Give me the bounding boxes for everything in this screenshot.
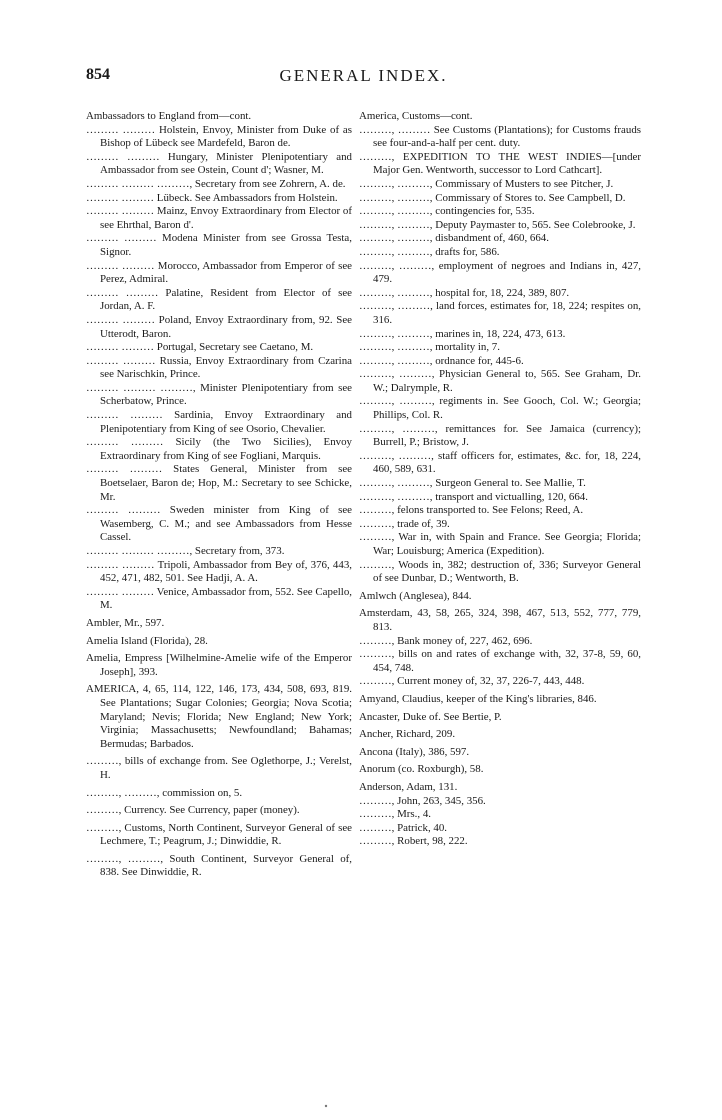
continuation-heading: America, Customs—cont. xyxy=(359,110,473,122)
index-entry: ………, ………, ordnance for, 445-6. xyxy=(359,354,524,367)
index-entry: ……… ……… Palatine, Resident from Elector of see Jordan, A. F. xyxy=(86,286,352,313)
index-entry: Anderson, Adam, 131. xyxy=(359,780,458,793)
index-entry: ………, Current money of, 32, 37, 226-7, 443, 448. xyxy=(359,675,585,688)
index-entry: ………, Currency. See Currency, paper (money). xyxy=(86,804,300,817)
index-entry: ………, ………, Commissary of Musters to see Pitcher, J. xyxy=(359,177,614,190)
index-entry: ………, ………, remittances for. See Jamaica (currency); Burrell, P.; Bristow, J. xyxy=(359,422,641,449)
index-entry: Ambler, Mr., 597. xyxy=(86,616,165,629)
index-entry: ……… ……… Morocco, Ambassador from Emperor of see Perez, Admiral. xyxy=(86,259,352,286)
page-number: 854 xyxy=(86,66,110,83)
index-entry: ………, Customs, North Continent, Surveyor General of see Lechmere, T.; Peagrum, J.; Dinwiddie, R. xyxy=(86,821,352,848)
index-column-left xyxy=(86,110,352,880)
page-bottom-mark xyxy=(320,1102,332,1108)
index-entry: ……… ……… Poland, Envoy Extraordinary from, 92. See Utterodt, Baron. xyxy=(86,313,352,340)
index-entry: Anorum (co. Roxburgh), 58. xyxy=(359,763,484,776)
index-entry: Amelia Island (Florida), 28. xyxy=(86,634,208,647)
index-entry: ………, Patrick, 40. xyxy=(359,821,448,834)
index-entry: ………, bills on and rates of exchange with, 32, 37-8, 59, 60, 454, 748. xyxy=(359,648,641,674)
index-entry: ……… ……… Sweden minister from King of see Wasemberg, C. M.; and see Ambassadors from Hesse Cassel. xyxy=(86,504,352,544)
index-entry: ………, trade of, 39. xyxy=(359,517,450,530)
index-entry: ………, ……… See Customs (Plantations); for Customs frauds see four-and-a-half per cent. duty. xyxy=(359,123,641,150)
index-entry: ………, ………, employment of negroes and Indians in, 427, 479. xyxy=(359,259,641,286)
index-entry: ………, ………, disbandment of, 460, 664. xyxy=(359,232,549,245)
index-entry: Amelia, Empress [Wilhelmine-Amelie wife of the Emperor Joseph], 393. xyxy=(86,652,352,678)
index-entry: ………, ………, mortality in, 7. xyxy=(359,341,500,354)
index-entry: ……… ……… Portugal, Secretary see Caetano, M. xyxy=(86,341,314,354)
index-entry: ………, ………, South Continent, Surveyor General of, 838. See Dinwiddie, R. xyxy=(86,852,352,879)
index-entry: ……… ……… States General, Minister from see Boetselaer, Baron de; Hop, M.: Secretary to see Schicke, Mr. xyxy=(86,463,352,503)
index-entry: Amsterdam, 43, 58, 265, 324, 398, 467, 513, 552, 777, 779, 813. xyxy=(359,607,641,633)
index-entry: ………, ………, Deputy Paymaster to, 565. See Colebrooke, J. xyxy=(359,218,636,231)
index-entry: ……… ……… Venice, Ambassador from, 552. See Capello, M. xyxy=(86,585,352,612)
index-entry: ………, ………, land forces, estimates for, 18, 224; respites on, 316. xyxy=(359,300,641,326)
index-entry: ………, ………, drafts for, 586. xyxy=(359,245,500,258)
index-entry: ……… ……… ………, Secretary from, 373. xyxy=(86,545,285,557)
index-entry: ………, ………, Commissary of Stores to. See Campbell, D. xyxy=(359,191,626,204)
index-entry: ………, Mrs., 4. xyxy=(359,808,432,821)
index-entry: ………, ………, contingencies for, 535. xyxy=(359,205,535,218)
index-entry: ………, John, 263, 345, 356. xyxy=(359,794,486,807)
index-entry: ………, bills of exchange from. See Oglethorpe, J.; Verelst, H. xyxy=(86,755,352,781)
index-entry: ………, Robert, 98, 222. xyxy=(359,835,468,848)
index-entry: ………, EXPEDITION TO THE WEST INDIES—[under Major Gen. Wentworth, successor to Lord Cathcart]. xyxy=(359,150,641,177)
index-entry: Amlwch (Anglesea), 844. xyxy=(359,589,472,602)
index-entry: ……… ……… ………, Secretary from see Zohrern, A. de. xyxy=(86,177,346,190)
index-entry: ………, ………, hospital for, 18, 224, 389, 807. xyxy=(359,286,570,299)
continuation-heading: Ambassadors to England from—cont. xyxy=(86,110,252,122)
index-entry: ………, ………, transport and victualling, 120, 664. xyxy=(359,490,588,503)
index-entry: ……… ……… Tripoli, Ambassador from Bey of, 376, 443, 452, 471, 482, 501. See Hadji, A. A. xyxy=(86,558,352,585)
index-entry: ………, War in, with Spain and France. See Georgia; Florida; War; Louisburg; America (Expedition). xyxy=(359,531,641,557)
index-entry: Ancona (Italy), 386, 597. xyxy=(359,745,470,758)
index-entry: ……… ……… Lübeck. See Ambassadors from Holstein. xyxy=(86,191,338,204)
index-entry: ……… ……… Mainz, Envoy Extraordinary from Elector of see Ehrthal, Baron d'. xyxy=(86,205,352,231)
index-entry: ……… ……… Russia, Envoy Extraordinary from Czarina see Narischkin, Prince. xyxy=(86,354,352,381)
index-entry: ………, ………, marines in, 18, 224, 473, 613. xyxy=(359,327,566,340)
index-entry: ……… ……… ………, Minister Plenipotentiary from see Scherbatow, Prince. xyxy=(86,381,352,408)
index-entry: ……… ……… Hungary, Minister Plenipotentiary and Ambassador from see Ostein, Count d'; Wasner, M. xyxy=(86,150,352,177)
index-entry: AMERICA, 4, 65, 114, 122, 146, 173, 434, 508, 693, 819. See Plantations; Sugar Colonies; Georgia; Nova Scotia; Maryland; Nevis; Florida; New England; New York; Virginia; Massachusetts; Newfoundland; Bahamas; Bermudas; Barbados. xyxy=(86,683,352,750)
index-entry: Amyand, Claudius, keeper of the King's libraries, 846. xyxy=(359,692,597,705)
index-entry: ………, ………, staff officers for, estimates, &c. for, 18, 224, 460, 589, 631. xyxy=(359,449,641,476)
index-entry: ………, ………, Surgeon General to. See Mallie, T. xyxy=(359,477,586,490)
index-column-right xyxy=(359,110,641,849)
index-entry: ……… ……… Sardinia, Envoy Extraordinary and Plenipotentiary from King of see Osorio, Chevalier. xyxy=(86,409,352,435)
index-entry: ………, ………, commission on, 5. xyxy=(86,786,243,799)
index-entry: Ancher, Richard, 209. xyxy=(359,728,456,741)
index-entry: ………, ………, regiments in. See Gooch, Col. W.; Georgia; Phillips, Col. R. xyxy=(359,395,641,422)
index-entry: ………, ………, Physician General to, 565. See Graham, Dr. W.; Dalrymple, R. xyxy=(359,368,641,394)
index-entry: ………, Woods in, 382; destruction of, 336; Surveyor General of see Dunbar, D.; Wentworth, B. xyxy=(359,558,641,585)
index-entry: ……… ……… Holstein, Envoy, Minister from Duke of as Bishop of Lübeck see Mardefeld, Baron de. xyxy=(86,123,352,150)
page-header xyxy=(86,66,641,88)
index-entry: ……… ……… Modena Minister from see Grossa Testa, Signor. xyxy=(86,232,352,258)
running-title: GENERAL INDEX. xyxy=(279,66,448,85)
index-entry: ………, felons transported to. See Felons; Reed, A. xyxy=(359,504,584,517)
index-entry: Ancaster, Duke of. See Bertie, P. xyxy=(359,710,502,723)
index-entry: ………, Bank money of, 227, 462, 696. xyxy=(359,634,533,647)
index-entry: ……… ……… Sicily (the Two Sicilies), Envoy Extraordinary from King of see Fogliani, Marquis. xyxy=(86,436,352,462)
